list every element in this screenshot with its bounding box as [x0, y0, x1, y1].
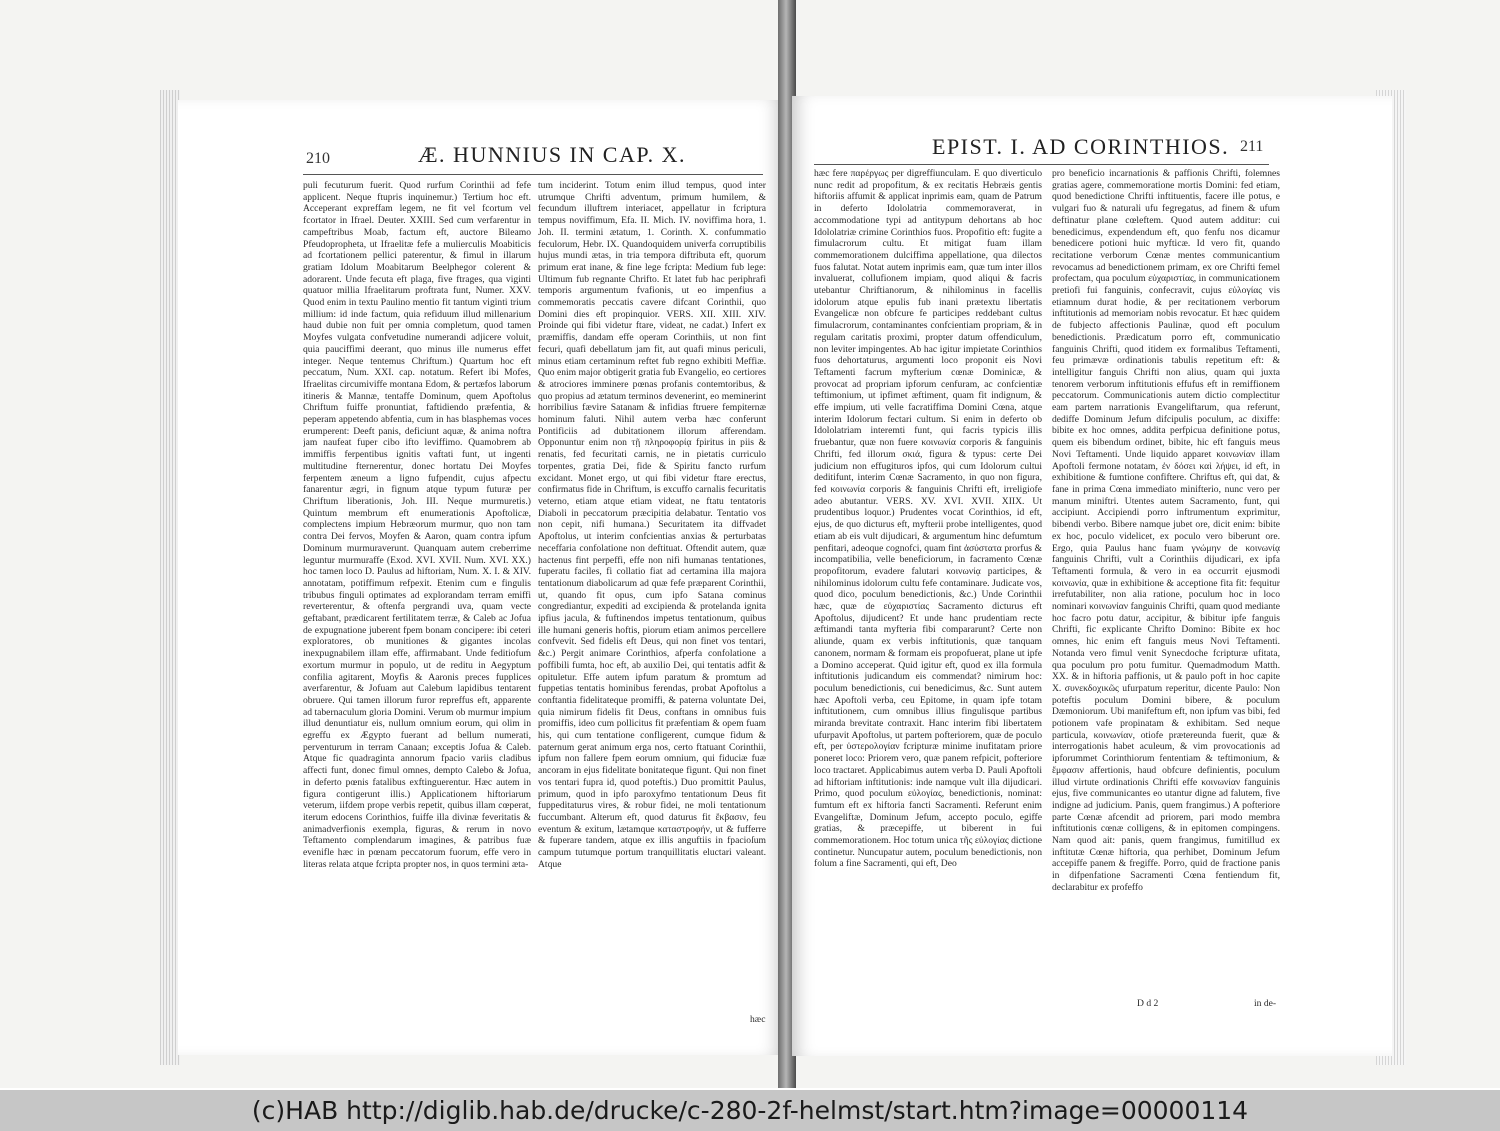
left-page-edges [160, 90, 180, 1065]
page-number-left: 210 [306, 150, 330, 167]
header-rule-right [814, 164, 1269, 165]
right-page [792, 96, 1392, 1056]
running-head-left: Æ. HUNNIUS IN CAP. X. [418, 142, 687, 167]
column-text: pro beneficio incarnationis & paffionis Chrifti, folemnes gratias agere, commemoratione mortis Domini: fed etiam, quod benedictione Chrifti inftituentis, facere ille potus, e vulgari fuo & naturali ufu fegregatus, ad finem & ufum deftinatur plane cœleftem. Quod autem additur: cui benedicimus, expendendum eft, quo fenfu nos dicamur benedicere potioni huic myfticæ. Id vero fit, quando recitatione verborum Cœnæ mentes communicantium revocamus ad benedictionem primam, ex ore Chrifti femel profectam, qua poculum εὐχαριστίας, in communicationem pretiofi fui fanguinis, confecravit, cujus εὐλογίας vis etiamnum durat hodie, & per recitationem verborum inftitutionis ad memoriam nobis revocatur. Et hæc quidem de fubjecto affectionis Paulinæ, quod eft poculum benedictionis. Prædicatum porro eft, communicatio fanguinis Chrifti, quod itidem ex formalibus Teftamenti, feu primævæ ordinationis tabulis repetitum eft: & intelligitur fanguis Chrifti non alius, quam qui juxta tenorem verborum inftitutionis effufus eft in remiffionem peccatorum. Communicationis autem dictio complectitur eam partem narrationis Evangeliftarum, qua referunt, dediffe Dominum Jefum difcipulis poculum, ac dixiffe: bibite ex hoc omnes, addita perfpicua definitione potus, quem eis bibendum ordinet, bibite, hic eft fanguis meus Novi Teftamenti. Unde liquido apparet κοινωνίαν illam Apoftoli fermone notatam, ἐν δόσει καὶ λήψει, id eft, in exhibitione & fumtione confiftere. Chriftus eft, qui dat, & fane in prima Cœna immediato minifterio, nunc vero per manum miniftri. Utentes autem Sacramento, funt, qui accipiunt. Accipiendi porro inftrumentum exprimitur, bibendi verbo. Bibere namque jubet ore, dicit enim: bibite ex hoc, poculo videlicet, ex poculo vero biberunt ore. Ergo, quia Paulus hanc fuam γνώμην de κοινωνίᾳ fanguinis Chrifti, vult a Corinthiis dijudicari, ex ipfa Teftamenti formula, & vero in ea occurrit ejusmodi κοινωνία, quæ in exhibitione & acceptione fita fit: fequitur irrefutabiliter, non alia ratione, poculum hoc in loco nominari κοινωνίαν fanguinis Chrifti, quam quod mediante hoc facro potu datur, accipitur, & bibitur ipfe fanguis Chrifti, fic explicante Chrifto Domino: Bibite ex hoc omnes, hic enim eft fanguis meus Novi Teftamenti. Notanda vero fimul venit Synecdoche fcripturæ ufitata, qua poculum pro potu fumitur. Quemadmodum Matth. XX. & in hiftoria paffionis, ut & paulo poft in hoc capite X. συνεκδοχικῶς ufurpatum reperitur, dicente Paulo: Non poteftis poculum Domini bibere, & poculum Dæmoniorum. Ubi manifeftum eft, non ipfum vas bibi, fed potionem vafe propinatam & exhibitam. Sed neque particula, κοινωνίαν, otiofe prætereunda fuerit, quæ & interrogationis habet aculeum, & vim provocationis ad ipforummet Corinthiorum fententiam & teftimonium, & ἔμφασιν affertionis, haud obfcure definientis, poculum illud virtute ordinationis Chrifti effe κοινωνίαν fanguinis ejus, five communicantes eo utantur digne ad falutem, five indigne ad judicium. Panis, quem frangimus.) A pofteriore parte Cœnæ afcendit ad priorem, pari modo membra inftitutionis cœnæ colligens, & in epitomen compingens. Nam quod ait: panis, quem frangimus, fumitillud ex inftitutæ Cœnæ hiftoria, qua perhibet, Dominum Jefum accepiffe panem & fregiffe. Porro, quid de fractione panis in difpenfatione Sacramenti Cœna fentiendum fit, declarabitur ex profeffo [1052, 168, 1280, 893]
signature-mark: D d 2 [1137, 998, 1159, 1009]
column-text: hæc fere παρέργως per digreffiunculam. E quo diverticulo nunc redit ad propofitum, & ex recitatis Hebræis gentis hiftoriis affumit & applicat inprimis eam, quam de Patrum in deferto Idololatria commemoraverat, in accommodatione typi ad antitypum dehortans ab hoc Idololatriæ crimine Corinthios fuos. Propofitio eft: fugite a fimulacrorum cultu. Et mitigat fuam illam commemorationem dulciffima appellatione, qua dilectos fuos falutat. Notat autem inprimis eam, quæ tum inter illos invaluerat, collufionem impiam, quod aliqui & facris utebantur Chriftianorum, & nihilominus in facellis idolorum atque epulis fub inani prætextu libertatis Evangelicæ non obfcure fe participes reddebant cultus fimulacrorum, contaminantes confcientiam propriam, & in regulam caritatis proximi, propter datum offendiculum, non leviter impingentes. Ab hac igitur impietate Corinthios fuos dehortaturus, argumenti loco proponit eis Novi Teftamenti facrum myfterium cœnæ Dominicæ, & provocat ad propriam ipforum cenfuram, ac confcientiæ teftimonium, ut ipfimet æftiment, quam fit indignum, & effe impium, uti velle facratiffima Domini Cœna, atque interim Idolorum fectari cultum. Si enim in deferto ob Idololatriam interemti funt, qui facris typicis illis fruebantur, quæ non fuere κοινωνία corporis & fanguinis Chrifti, fed illorum σκιά, figura & typus: certe Dei judicium non effugituros ipfos, qui cum Idolorum cultui deditifunt, interim Cœnæ Sacramento, in quo non figura, fed κοινωνία corporis & fanguinis Chrifti eft, irreligiofe adeo abutantur. VERS. XV. XVI. XVII. XIIX. Ut prudentibus loquor.) Prudentes vocat Corinthios, id eft, ejus, de quo dicturus eft, myfterii probe intelligentes, quod etiam ab eis vult dijudicari, & argumentum hinc defumtum penfitari, adeoque cognofci, quam fint ἀσύστατα prorfus & incompatibilia, velle beneficiorum, in facramento Cœnæ propofitorum, evadere falutari κοινωνίᾳ participes, & nihilominus idolorum cultu fefe contaminare. Judicate vos, quod dico, poculum benedictionis, &c.) Unde Corinthii hæc, quæ de εὐχαριστίας Sacramento dicturus eft Apoftolus, dijudicent? Et unde hanc prudentiam recte æftimandi tanta myfteria fibi compararunt? Certe non aliunde, quam ex verbis inftitutionis, quæ tanquam canonem, normam & formam eis propofuerat, plane ut ipfe a Domino acceperat. Quid igitur eft, quod ex illa formula inftitutionis judicandum eis commendat? nimirum hoc: poculum benedictionis, cui benedicimus, &c. Sunt autem hæc Apoftoli verba, ceu Epitome, in quam ipfe totam inftitutionem, cum omnibus illius fingulisque partibus miranda brevitate contraxit. Hanc interim fibi libertatem ufurpavit Apoftolus, ut partem pofteriorem, quæ de poculo eft, per ὑστερολογίαν fcripturæ minime inufitatam priore poneret loco: Priorem vero, quæ panem refpicit, pofteriore loco tractaret. Applicabimus autem verba D. Pauli Apoftoli ad hiftoriam inftitutionis: inde namque vult illa dijudicari. Primo, quod poculum εὐλογίας, benedictionis, nominat: fumtum eft ex hiftoria fancti Sacramenti. Referunt enim Evangeliftæ, Dominum Jefum, accepto poculo, egiffe gratias, & præcepiffe, ut biberent in fui commemorationem. Hoc totum unica τῆς εὐλογίας dictione continetur. Nuncupatur autem, poculum benedictionis, non folum a fine Sacramenti, qui eft, Deo [814, 168, 1042, 870]
catchword-left: hæc [750, 1014, 766, 1025]
left-page [178, 100, 782, 1055]
catchword-right: in de- [1254, 998, 1277, 1009]
text-column-left-1 [303, 180, 531, 1010]
text-column-right-2 [1052, 168, 1280, 993]
copyright-footer: (c)HAB http://diglib.hab.de/drucke/c-280-2f-helmst/start.htm?image=00000114 [0, 1090, 1500, 1131]
text-column-left-2 [538, 180, 766, 1010]
header-rule-left [303, 174, 763, 175]
running-head-right: EPIST. I. AD CORINTHIOS. [932, 134, 1230, 159]
column-text: puli fecuturum fuerit. Quod rurfum Corinthii ad fefe applicent. Neque ftupris inquinemur.) Tertium hoc eft. Acceperant expreffam legem, ne fit vel fcortum vel fcortator in Ifrael. Deuter. XXIII. Sed cum verfarentur in campeftribus Moab, factum eft, auctore Bileamo Pfeudopropheta, ut Ifraelitæ fefe a mulierculis Moabiticis ad fcortationem pellici paterentur, & fimul in illarum gratiam Idolum Moabitarum Beelphegor colerent & adorarent. Unde fecuta eft plaga, five ftrages, qua viginti quatuor millia Ifraelitarum proftrata funt, Numer. XXV. Quod enim in textu Paulino mentio fit tantum viginti trium millium: id inde factum, quia refiduum illud millenarium haud dubie non fuit per omnia completum, quod tamen Moyfes vulgata confvetudine numerandi adjicere voluit, quia pauciffimi deerant, quo minus ille numerus effet integer. Neque tentemus Chriftum.) Quartum hoc eft peccatum, Num. XXI. cap. notatum. Refert ibi Mofes, Ifraelitas circumiviffe montana Edom, & pertæfos laborum itineris & Mannæ, tentaffe Dominum, quem Apoftolus Chriftum fuiffe pronuntiat, faftidiendo præfentia, & peperam appetendo abfentia, cum in has blasphemas voces erumperent: Deeft panis, deficiunt aquæ, & anima noftra jam naufeat fuper cibo ifto leviffimo. Quamobrem ab immiffis ferpentibus ignitis vaftati funt, ut ingenti multitudine fternerentur, donec hortatu Dei Moyfes ferpentem æneum a ligno fufpendit, cujus afpectu fanarentur ægri, in fignum atque typum futuræ per Chriftum liberationis, Joh. III. Neque murmuretis.) Quintum membrum eft enumerationis Apoftolicæ, complectens impium Hebræorum murmur, quo non tam contra Dei fervos, Moyfen & Aaron, quam contra ipfum Dominum murmuraverunt. Quanquam autem creberrime leguntur murmuraffe (Exod. XVI. XVII. Num. XVI. XX.) hoc tamen loco D. Paulus ad hiftoriam, Num. X. I. & XIV. annotatam, potiffimum refpexit. Etenim cum e fingulis tribubus finguli optimates ad explorandam terram emiffi reverterentur, & oftenfa pergrandi uva, quam vecte geftabant, prædicarent fertilitatem terræ, & Caleb ac Jofua de expugnatione juberent fpem bonam concipere: ibi ceteri exploratores, ob munitiones & gigantes incolas inexpugnabilem illam effe, affirmabant. Unde feditiofum exortum murmur in populo, ut de reditu in Aegyptum confilia agitarent, Moyfis & Aaronis preces fupplices averfarentur, & Jofuam aut Calebum lapidibus tentarent obruere. Qui tamen illorum furor repreffus eft, apparente ad tabernaculum gloria Domini. Verum ob murmur impium illud denuntiatur eis, nullum omnium eorum, qui olim in egreffu ex Ægypto fuerant ad bellum numerati, perventurum in terram Canaan; exceptis Jofua & Caleb. Atque fic quadraginta annorum fpacio variis cladibus affecti funt, donec fimul omnes, dempto Calebo & Jofua, in deferto pœnis fatalibus exftinguerentur. Hæc autem in figura contigerunt illis.) Applicationem hiftoriarum veterum, iifdem prope verbis repetit, quibus illam cœperat, iterum edocens Corinthios, fuiffe illa divinæ feveritatis & animadverfionis exempla, figuras, & rerum in novo Teftamento complendarum imagines, & patribus fuæ evenifle hæc in pœnam peccatorum fuorum, effe vero in literas relata atque fcripta propter nos, in quos termini æta- [303, 180, 531, 870]
column-text: tum inciderint. Totum enim illud tempus, quod inter utrumque Chrifti adventum, primum humilem, & fecundum illuftrem interiacet, appellatur in fcriptura tempus noviffimum, Efa. II. Mich. IV. noviffima hora, 1. Joh. II. termini ætatum, 1. Corinth. X. confummatio feculorum, Hebr. IX. Quandoquidem univerfa corruptibilis hujus mundi ætas, in tria tempora diftributa eft, quorum primum erat inane, & fine lege fcripta: Medium fub lege: Ultimum fub regnante Chrifto. Et latet fub hac periphrafi temporis argumentum fvafionis, ut eo impenfius a commemoratis peccatis cavere difcant Corinthii, quo Domini dies eft propinquior. VERS. XII. XIII. XIV. Proinde qui fibi videtur ftare, videat, ne cadat.) Infert ex præmiffis, dandam effe operam Corinthiis, ut non fint fecuri, quafi debellatum jam fit, aut quafi minus periculi, minus etiam certaminum reftet fub regno exhibiti Meffiæ. Quo enim major obtigerit gratia fub Evangelio, eo certiores & atrociores imminere pœnas profanis contemtoribus, & quo propius ad ætatum terminos devenerint, eo meminerint horribilius fævire Satanam & infidias ftruere fempiternæ hominum faluti. Nihil autem verba hæc conferunt Pontificiis ad dubitationem illorum afferendam. Opponuntur enim non τῇ πληροφορίᾳ fpiritus in piis & renatis, fed fecuritati carnis, ne in pietatis curriculo torpentes, gratia Dei, fide & Spiritu fancto rurfum excidant. Monet ergo, ut qui fibi videtur ftare erectus, confirmatus fide in Chriftum, is excuffo carnalis fecuritatis veterno, etiam atque etiam videat, ne ftatu tentatoris Diaboli in peccatorum præcipitia delabatur. Tentatio vos non cepit, nifi humana.) Securitatem ita diffvadet Apoftolus, ut interim confcientias anxias & perturbatas neceffaria confolatione non deftituat. Oftendit autem, quæ hactenus fint perpeffi, effe non nifi humanas tentationes, fuperatu faciles, fi collatio fiat ad certamina illa majora tentationum diabolicarum ad quæ fefe præparent Corinthii, ut, quando fit opus, cum ipfo Satana cominus congrediantur, expediti ad excipienda & protelanda ignita ipfius jacula, & fuftinendos impetus tentationum, quibus ille humani generis hoftis, piorum etiam animos percellere confvevit. Sed fidelis eft Deus, qui non finet vos tentari, &c.) Pergit animare Corinthios, afperfa confolatione a poffibili fumta, hoc eft, ab auxilio Dei, qui tentatis adfit & opituletur. Effe autem ipfum paratum & promtum ad fuppetias tentatis hominibus ferendas, probat Apoftolus a conftantia fidelitateque promiffi, & paterna voluntate Dei, quia nimirum fidelis fit Deus, conftans in omnibus fuis promiffis, ideo cum pollicitus fit præfentiam & opem fuam his, qui cum tentatione confligerent, cumque fidum & paternum gerat animum erga nos, certo ftatuant Corinthii, ipfum non fallere fpem eorum omnium, qui fiduciæ fuæ ancoram in ejus fidelitate bonitateque figunt. Qui non finet vos tentari fupra id, quod poteftis.) Duo promittit Paulus, primum, quod in ipfo paroxyfmo tentationum Deus fit fuppeditaturus vires, & robur fidei, ne moli tentationum fuccumbant. Alterum eft, quod daturus fit ἔκβασιν, feu eventum & exitum, lætamque καταστροφήν, ut & fufferre & fuperare tandem, atque ex illis anguftiis in fpacioſum campum tutumque portum tranquillitatis eluctari valeant. Atque [538, 180, 766, 870]
text-column-right-1 [814, 168, 1042, 993]
page-number-right: 211 [1240, 138, 1264, 155]
